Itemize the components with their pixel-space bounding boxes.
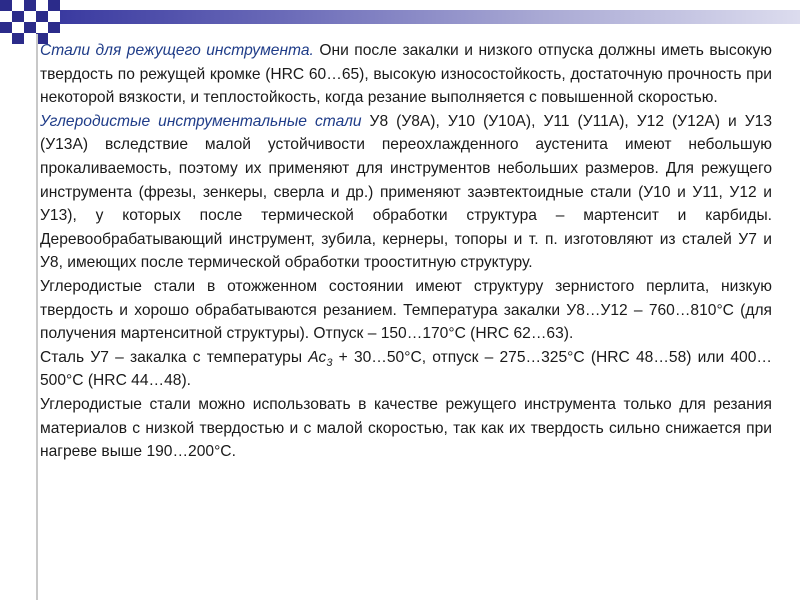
slide-header-bar	[0, 0, 800, 28]
paragraph-text: Они после закалки и низкого отпуска должны иметь высокую твердость по режущей кромке (HRC 60…65), высокую износостойкость, достаточную прочность при некоторой вязкости, и теплостойкость, когда резание выполняется с повышенной скоростью.	[40, 42, 772, 107]
paragraph-text: У8 (У8А), У10 (У10А), У11 (У11А), У12 (У12А) и У13 (У13А) вследствие малой устойчивости переохлажденного аустенита имеют небольшую прокаливаемость, поэтому их применяют для инструментов небольших размеров. Для режущего инструмента (фрезы, зенкеры, сверла и др.) применяют заэвтектоидные стали (У10 и У11, У12 и У13), у которых после термической обработки структура – мартенсит и карбиды. Деревообрабатывающий инструмент, зубила, кернеры, топоры и т. п. изготовляют из сталей У7 и У8, имеющих после термической обработки трооститную структуру.	[40, 112, 772, 272]
ac-symbol: Ас	[308, 348, 327, 366]
header-gradient-bar	[60, 10, 800, 24]
paragraph-text: Углеродистые стали в отожженном состоянии имеют структуру зернистого перлита, низкую твердость и хорошо обрабатываются резанием. Температура закалки У8…У12 – 760…810°С (для получения мартенситной структуры). Отпуск – 150…170°С (HRC 62…63).	[40, 277, 772, 343]
paragraph-carbon-tool-steels	[40, 110, 772, 275]
paragraph-usage-limits	[40, 393, 772, 464]
checker-decoration	[0, 0, 60, 44]
paragraph-text: + 30…50°С, отпуск – 275…325°С (HRC 48…58) или 400…500°С (HRC 44…48).	[40, 348, 772, 390]
paragraph-text: Сталь У7 – закалка с температуры	[40, 348, 309, 366]
paragraph-cutting-tool-steels	[40, 39, 772, 110]
paragraph-annealed-state	[40, 275, 772, 346]
left-margin-rule	[36, 34, 38, 600]
slide-body	[40, 39, 772, 464]
term-cutting-tool-steels: Стали для режущего инструмента.	[40, 42, 314, 59]
paragraph-text: Углеродистые стали можно использовать в качестве режущего инструмента только для резания материалов с низкой твердостью и с малой скоростью, так как их твердость сильно снижается при нагреве выше 190…200°С.	[40, 395, 772, 461]
paragraph-steel-u7	[40, 346, 772, 393]
term-carbon-tool-steels: Углеродистые инструментальные стали	[40, 112, 362, 130]
ac-subscript: 3	[326, 356, 333, 369]
